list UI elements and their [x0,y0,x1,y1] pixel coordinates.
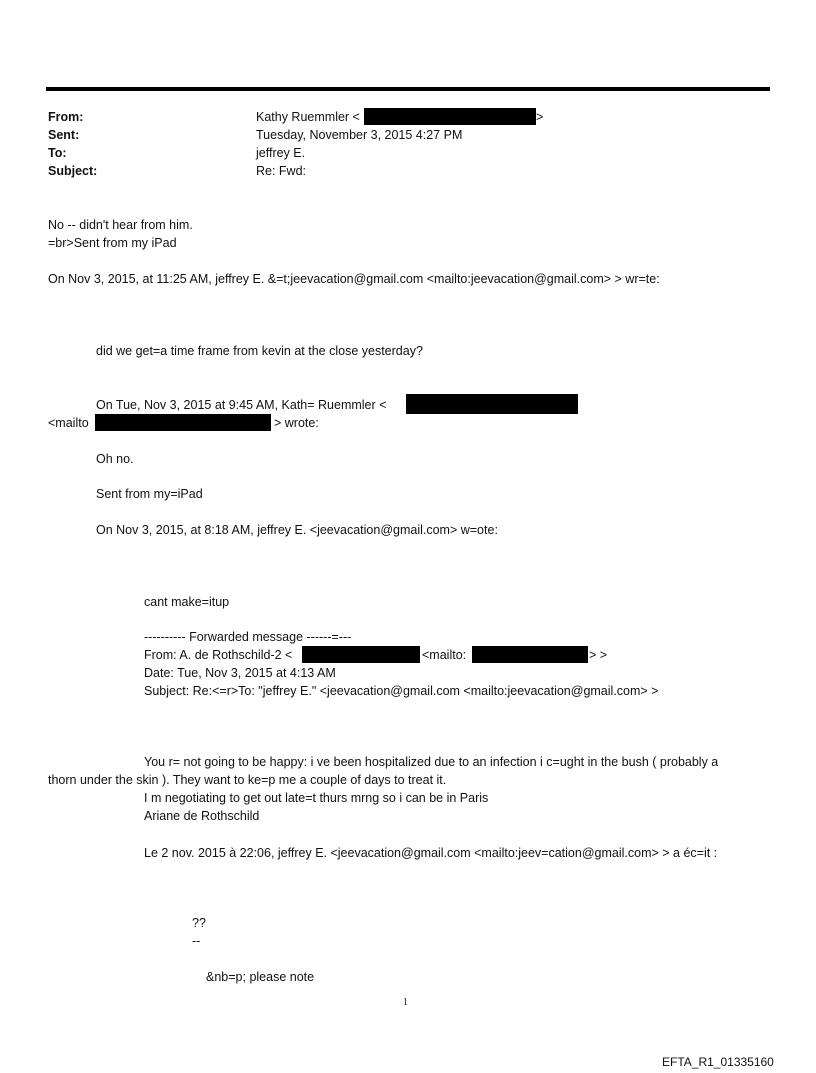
to-value: jeffrey E. [256,146,306,160]
body-line: Sent from my=iPad [96,487,203,501]
sent-label: Sent: [48,128,80,142]
from-label: From: [48,110,84,124]
body-line: Date: Tue, Nov 3, 2015 at 4:13 AM [144,666,336,680]
body-line: You r= not going to be happy: i ve been hospitalized due to an infection i c=ught in the bush ( probably a [144,755,719,769]
from-close: > [536,110,544,124]
body-line: > wrote: [274,416,319,430]
body-line: cant make=itup [144,595,230,609]
body-line: =br>Sent from my iPad [48,236,177,250]
body-line: I m negotiating to get out late=t thurs mrng so i can be in Paris [144,791,489,805]
to-label: To: [48,146,67,160]
from-value: Kathy Ruemmler < [256,110,360,124]
body-line: > > [589,648,608,662]
redaction-box [364,108,536,125]
body-line: Le 2 nov. 2015 à 22:06, jeffrey E. <jeevacation@gmail.com <mailto:jeev=cation@gmail.com> > a éc=it : [144,846,718,860]
subject-label: Subject: [48,164,98,178]
body-line: did we get=a time frame from kevin at the close yesterday? [96,344,423,358]
body-line: On Nov 3, 2015, at 8:18 AM, jeffrey E. <jeevacation@gmail.com> w=ote: [96,523,498,537]
body-line: From: A. de Rothschild-2 < [144,648,293,662]
body-line: &nb=p; please note [206,970,315,984]
header-rule [46,87,770,91]
body-line: thorn under the skin ). They want to ke=p me a couple of days to treat it. [48,773,447,787]
body-line: <mailto [48,416,89,430]
redaction-box [95,414,271,431]
body-line: ---------- Forwarded message ------=--- [144,630,352,644]
body-line: On Nov 3, 2015, at 11:25 AM, jeffrey E. &=t;jeevacation@gmail.com <mailto:jeevacation@gmail.com> > wr=te: [48,272,660,286]
redaction-box [472,646,588,663]
body-line: Subject: Re:<=r>To: "jeffrey E." <jeevacation@gmail.com <mailto:jeevacation@gmail.com> > [144,684,659,698]
page-number: 1 [403,997,408,1008]
redaction-box [406,394,578,414]
body-line: Ariane de Rothschild [144,809,260,823]
body-line: <mailto: [422,648,467,662]
bates-number: EFTA_R1_01335160 [662,1055,774,1069]
redaction-box [302,646,420,663]
body-line: No -- didn't hear from him. [48,218,193,232]
body-line: -- [192,934,201,948]
sent-value: Tuesday, November 3, 2015 4:27 PM [256,128,463,142]
body-line: Oh no. [96,452,134,466]
subject-value: Re: Fwd: [256,164,307,178]
body-line: ?? [192,916,206,930]
body-line: On Tue, Nov 3, 2015 at 9:45 AM, Kath= Ruemmler < [96,398,387,412]
